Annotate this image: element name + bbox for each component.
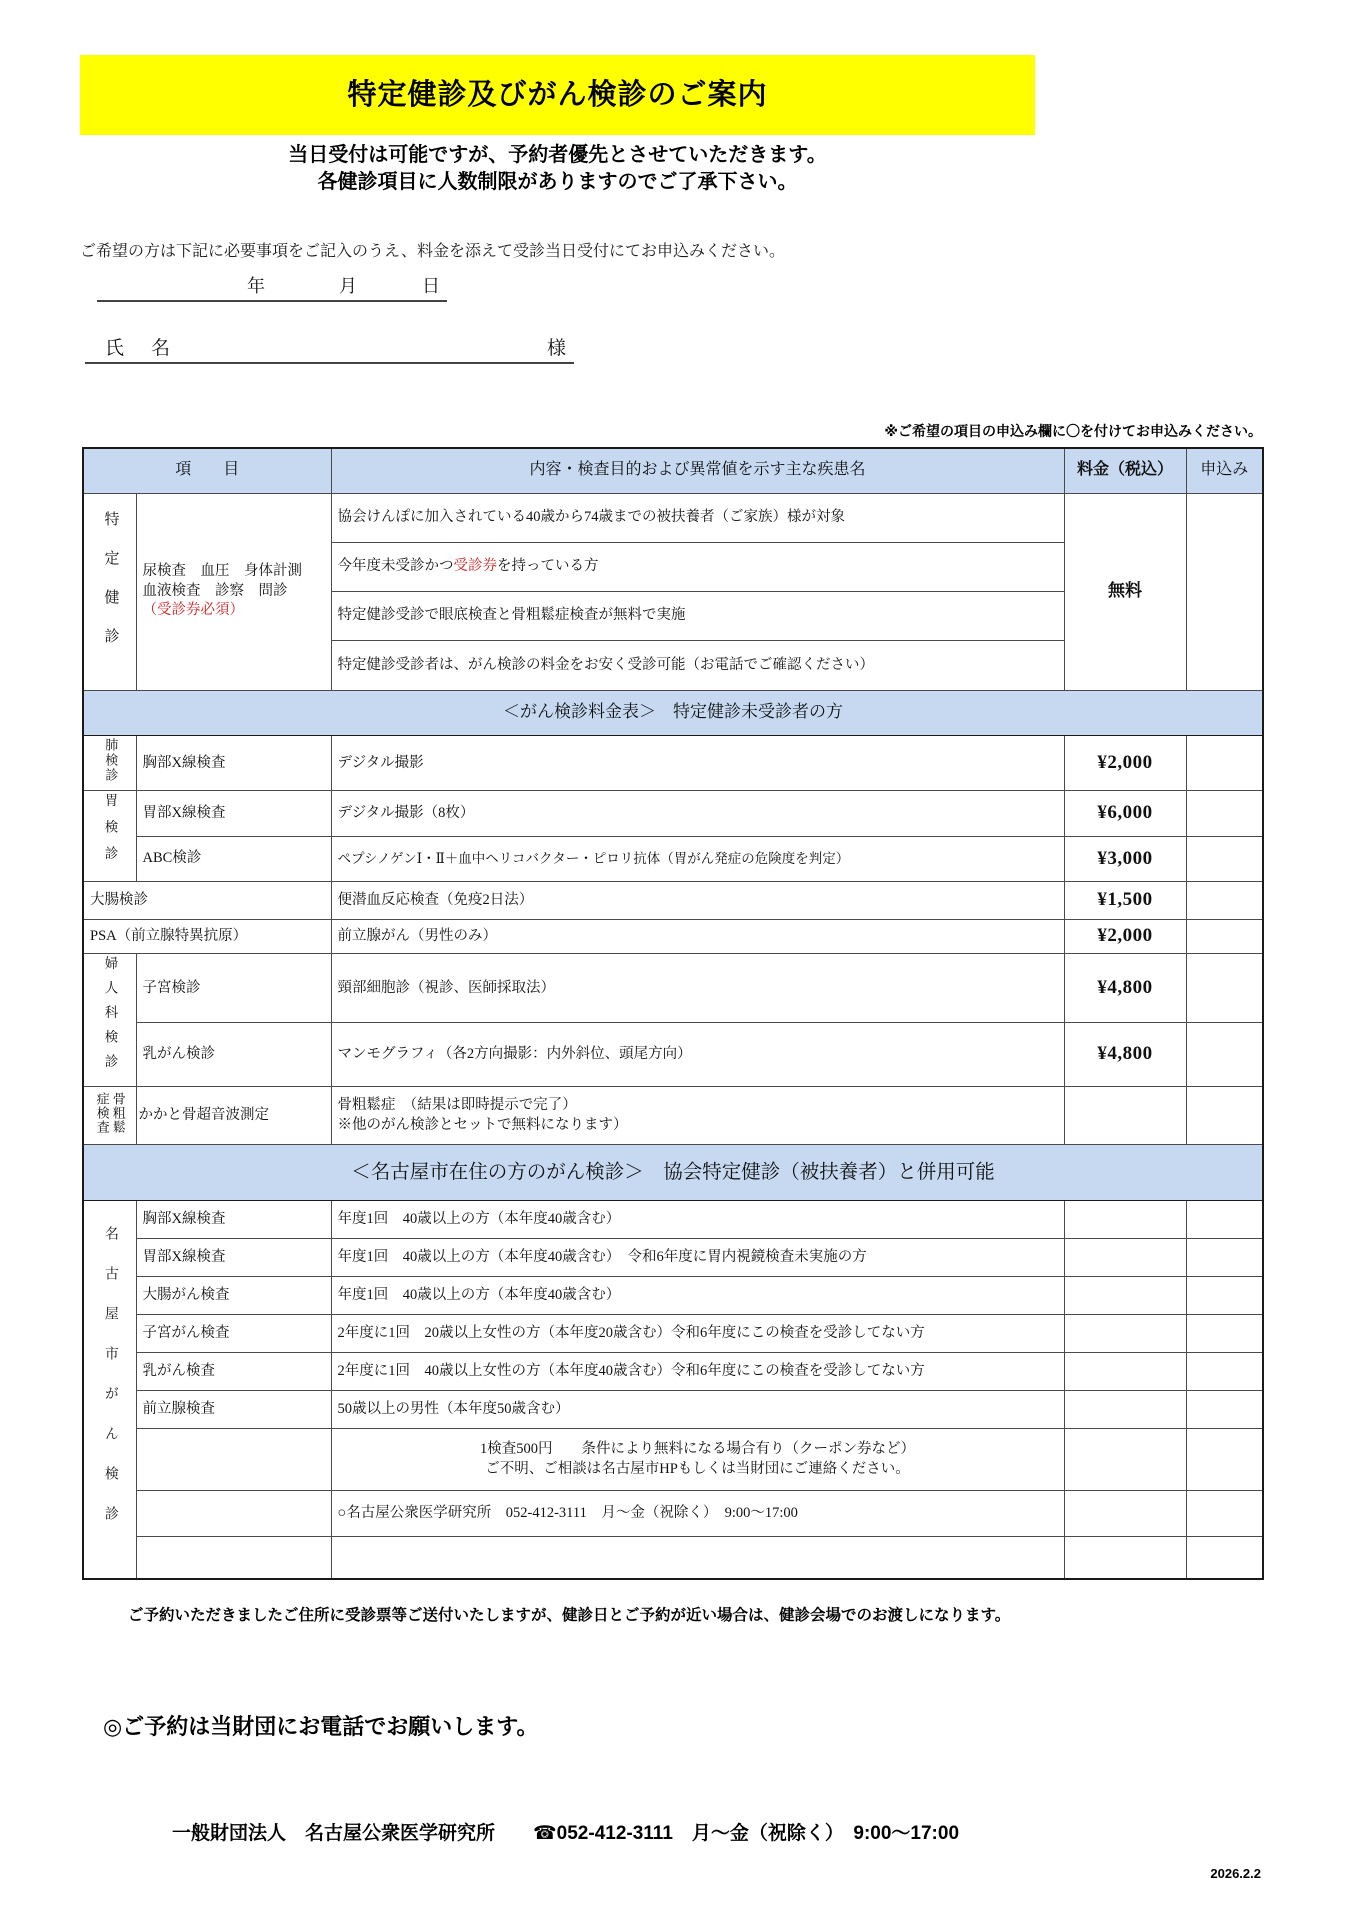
tokutei-content-1: 協会けんぽに加入されている40歳から74歳までの被扶養者（ご家族）様が対象 [331,493,1064,542]
intro-line-2: 各健診項目に人数制限がありますのでご了承下さい。 [317,171,798,193]
psa-price: ¥2,000 [1064,919,1186,953]
abc-row [83,837,1263,882]
abc-apply-cell [1186,837,1263,882]
tokutei-content-3: 特定健診受診で眼底検査と骨粗鬆症検査が無料で実施 [331,591,1064,640]
bone-content-line2: ※他のがん検診とセットで無料になります） [337,1116,628,1133]
date-month-label: 月 [339,276,357,296]
tokutei-items-line2: 血液検査 診察 問診 [142,582,288,599]
revision-date-stamp: 2026.2.2 [1210,1866,1261,1881]
nagoya-fee-price-cell [1064,1429,1186,1491]
nagoya-colon-content: 年度1回 40歳以上の方（本年度40歳含む） [331,1277,1064,1315]
bone-group-label: 骨粗鬆症検査 [83,1087,136,1145]
nagoya-prostate-apply-cell [1186,1391,1263,1429]
nagoya-section-header-row [83,1145,1263,1201]
bone-row [83,1087,1263,1145]
stomach-xray-price: ¥6,000 [1064,791,1186,837]
nagoya-row-colon [83,1277,1263,1315]
nagoya-chest-price-cell [1064,1201,1186,1239]
cancer-section-title: ＜がん検診料金表＞ 特定健診未受診者の方 [83,690,1263,735]
abc-price: ¥3,000 [1064,837,1186,882]
nagoya-colon-item: 大腸がん検査 [136,1277,331,1315]
organization-contact-line: 一般財団法人 名古屋公衆医学研究所 ☎052-412-3111 月～金（祝除く） 9:00～17:00 [172,1823,960,1844]
stomach-xray-apply-cell [1186,791,1263,837]
breast-price: ¥4,800 [1064,1023,1186,1087]
intro-notice [80,142,1035,196]
voucher-red-text: 受診券 [453,558,498,575]
abc-item: ABC検診 [136,837,331,882]
nagoya-prostate-item: 前立腺検査 [136,1391,331,1429]
tokutei-content-2: 今年度未受診かつ受診券を持っている方 [331,542,1064,591]
abc-content: ペプシノゲンⅠ・Ⅱ＋血中ヘリコバクター・ピロリ抗体（胃がん発症の危険度を判定） [331,837,1064,882]
col-header-item: 項 目 [83,448,331,493]
tokutei-voucher-required: （受診券必須） [142,602,244,619]
stomach-group-label: 胃検診 [83,791,136,881]
name-fill-in-line [85,328,574,364]
tokutei-apply-cell [1186,493,1263,690]
checkup-table [82,447,1264,1580]
colon-row [83,881,1263,919]
nagoya-fee-note-row [83,1429,1263,1491]
nagoya-fee-note-line1: 1検査500円 条件により無料になる場合有り（クーポン券など） [480,1440,916,1457]
bone-content-line1: 骨粗鬆症 （結果は即時提示で完了） [337,1096,577,1113]
colon-price: ¥1,500 [1064,881,1186,919]
bone-price-cell [1064,1087,1186,1145]
nagoya-row-breast [83,1353,1263,1391]
uterus-item: 子宮検診 [136,953,331,1023]
date-fill-in-line [97,268,447,302]
nagoya-empty-content-cell [331,1537,1064,1579]
delivery-note: ご予約いただきましたご住所に受診票等ご送付いたしますが、健診日とご予約が近い場合は、健診会場でのお渡しになります。 [128,1607,1011,1624]
lung-row [83,735,1263,791]
lung-group-label: 肺検診 [83,735,136,791]
nagoya-empty-apply-cell [1186,1537,1263,1579]
nagoya-stomach-price-cell [1064,1239,1186,1277]
lung-item: 胸部X線検査 [136,735,331,791]
tokutei-row-1 [83,493,1263,542]
date-year-label: 年 [247,276,265,296]
nagoya-colon-apply-cell [1186,1277,1263,1315]
nagoya-fee-note [331,1429,1064,1491]
nagoya-prostate-price-cell [1064,1391,1186,1429]
nagoya-section-title: ＜名古屋市在住の方のがん検診＞ 協会特定健診（被扶養者）と併用可能 [83,1145,1263,1201]
nagoya-contact-row [83,1491,1263,1537]
uterus-apply-cell [1186,953,1263,1023]
apply-circle-note: ※ご希望の項目の申込み欄に〇を付けてお申込みください。 [884,423,1262,439]
nagoya-uterus-content: 2年度に1回 20歳以上女性の方（本年度20歳含む）令和6年度にこの検査を受診してない方 [331,1315,1064,1353]
nagoya-chest-apply-cell [1186,1201,1263,1239]
intro-line-1: 当日受付は可能ですが、予約者優先とさせていただきます。 [288,144,827,166]
uterus-content: 頸部細胞診（視診、医師採取法） [331,953,1064,1023]
tokutei-group-label: 特定健診 [83,493,136,690]
lung-apply-cell [1186,735,1263,791]
tokutei-items-line1: 尿検査 血圧 身体計測 [142,563,302,580]
nagoya-uterus-apply-cell [1186,1315,1263,1353]
bone-apply-cell [1186,1087,1263,1145]
nagoya-prostate-content: 50歳以上の男性（本年度50歳含む） [331,1391,1064,1429]
name-label: 氏 名 [105,338,175,359]
nagoya-breast-item: 乳がん検査 [136,1353,331,1391]
date-day-label: 日 [422,276,440,296]
nagoya-empty-row [83,1537,1263,1579]
col-header-price: 料金（税込） [1064,448,1186,493]
title-banner [80,55,1035,135]
nagoya-breast-price-cell [1064,1353,1186,1391]
nagoya-row-chest [83,1201,1263,1239]
lung-price: ¥2,000 [1064,735,1186,791]
tokutei-items-cell [136,493,331,690]
colon-item: 大腸検診 [83,881,331,919]
nagoya-chest-item: 胸部X線検査 [136,1201,331,1239]
name-honorific: 様 [546,338,566,359]
breast-content: マンモグラフィ（各2方向撮影：内外斜位、頭尾方向） [331,1023,1064,1087]
stomach-xray-item: 胃部X線検査 [136,791,331,837]
breast-apply-cell [1186,1023,1263,1087]
nagoya-uterus-item: 子宮がん検査 [136,1315,331,1353]
uterus-row [83,953,1263,1023]
psa-content: 前立腺がん（男性のみ） [331,919,1064,953]
nagoya-breast-apply-cell [1186,1353,1263,1391]
table-header-row [83,448,1263,493]
col-header-apply: 申込み [1186,448,1263,493]
nagoya-row-prostate [83,1391,1263,1429]
breast-item: 乳がん検診 [136,1023,331,1087]
tokutei-content-4: 特定健診受診者は、がん検診の料金をお安く受診可能（お電話でご確認ください） [331,640,1064,690]
application-instruction: ご希望の方は下記に必要事項をご記入のうえ、料金を添えて受診当日受付にてお申込みください。 [80,243,785,260]
cancer-section-header-row [83,690,1263,735]
gyn-group-label: 婦人科検診 [83,953,136,1086]
reservation-note: ◎ご予約は当財団にお電話でお願いします。 [103,1714,539,1739]
stomach-xray-content: デジタル撮影（8枚） [331,791,1064,837]
nagoya-fee-apply-cell [1186,1429,1263,1491]
nagoya-stomach-item: 胃部X線検査 [136,1239,331,1277]
nagoya-contact-item-cell [136,1491,331,1537]
nagoya-uterus-price-cell [1064,1315,1186,1353]
colon-apply-cell [1186,881,1263,919]
tokutei-price-free: 無料 [1064,493,1186,690]
nagoya-breast-content: 2年度に1回 40歳以上女性の方（本年度40歳含む）令和6年度にこの検査を受診してない方 [331,1353,1064,1391]
uterus-price: ¥4,800 [1064,953,1186,1023]
nagoya-colon-price-cell [1064,1277,1186,1315]
nagoya-chest-content: 年度1回 40歳以上の方（本年度40歳含む） [331,1201,1064,1239]
col-header-content: 内容・検査目的および異常値を示す主な疾患名 [331,448,1064,493]
colon-content: 便潜血反応検査（免疫2日法） [331,881,1064,919]
page-title: 特定健診及びがん検診のご案内 [347,79,768,111]
nagoya-fee-note-line2: ご不明、ご相談は名古屋市HPもしくは当財団にご連絡ください。 [485,1460,910,1477]
nagoya-empty-item-cell [136,1537,331,1579]
breast-row [83,1023,1263,1087]
nagoya-empty-price-cell [1064,1537,1186,1579]
bone-item: かかと骨超音波測定 [136,1087,331,1145]
nagoya-row-uterus [83,1315,1263,1353]
bone-content [331,1087,1064,1145]
psa-item: PSA（前立腺特異抗原） [83,919,331,953]
psa-row [83,919,1263,953]
lung-content: デジタル撮影 [331,735,1064,791]
nagoya-group-label: 名古屋市がん検診 [83,1201,136,1579]
nagoya-fee-item-cell [136,1429,331,1491]
nagoya-contact-price-cell [1064,1491,1186,1537]
nagoya-stomach-content: 年度1回 40歳以上の方（本年度40歳含む） 令和6年度に胃内視鏡検査未実施の方 [331,1239,1064,1277]
psa-apply-cell [1186,919,1263,953]
stomach-xray-row [83,791,1263,837]
nagoya-row-stomach [83,1239,1263,1277]
nagoya-contact-apply-cell [1186,1491,1263,1537]
nagoya-stomach-apply-cell [1186,1239,1263,1277]
nagoya-contact: ○名古屋公衆医学研究所 052-412-3111 月～金（祝除く） 9:00～17:00 [331,1491,1064,1537]
